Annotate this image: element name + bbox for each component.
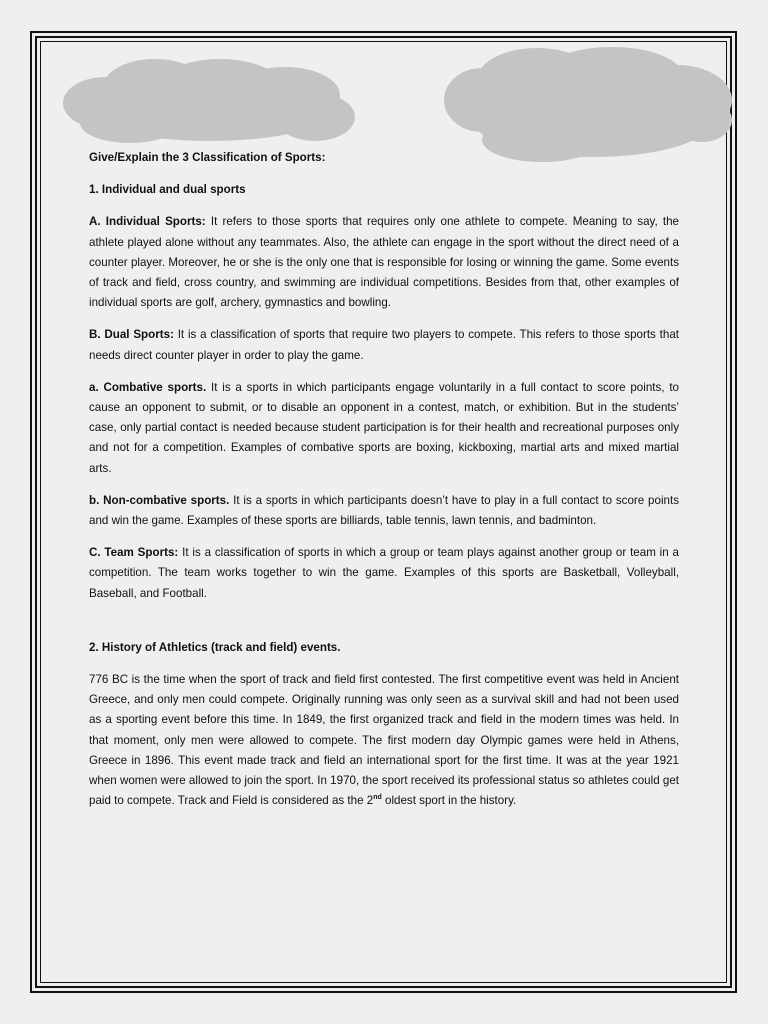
team-sports-text: It is a classification of sports in which a group or team plays against another group or team in a competition. The team works together to win the game. Examples of this sports are Basketball, Volleyball, Baseball, and Football. xyxy=(89,546,679,600)
section-1-title: 1. Individual and dual sports xyxy=(89,183,246,197)
individual-sports-text: It refers to those sports that requires only one athlete to compete. Meaning to say, the athlete played alone without any teammates. Also, the athlete can engage in the sport without the direct need of a counter player. Moreover, he or she is the only one that is responsible for losing or winning the game. Some events of track and field, cross country, and swimming are individual competitions. Besides from that, other examples of individual sports are golf, archery, gymnastics and bowling. xyxy=(89,215,679,310)
noncombative-sports-text: It is a sports in which participants doesn’t have to play in a full contact to score points and win the game. Examples of these sports are billiards, table tennis, lawn tennis, and badminton. xyxy=(89,493,679,528)
section-2-title: 2. History of Athletics (track and field) events. xyxy=(89,640,341,654)
history-paragraph xyxy=(89,670,679,811)
noncombative-sports-paragraph xyxy=(89,491,679,531)
document-heading: Give/Explain the 3 Classification of Sports: xyxy=(89,151,326,164)
cloud-left-decoration xyxy=(60,55,360,155)
dual-sports-label: B. Dual Sports: xyxy=(89,328,174,342)
individual-sports-paragraph xyxy=(89,212,679,313)
document-body xyxy=(89,148,679,823)
ordinal-superscript: nd xyxy=(373,794,382,802)
team-sports-label: C. Team Sports: xyxy=(89,546,179,560)
dual-sports-paragraph xyxy=(89,325,679,365)
combative-sports-label: a. Combative sports. xyxy=(89,380,207,394)
combative-sports-text: It is a sports in which participants engage voluntarily in a full contact to score points, to cause an opponent to submit, or to disable an opponent in a contest, match, or exhibition. But in the students’ case, only partial contact is needed because student participation is for their health and recreational purposes only and not for a competition. Examples of combative sports are boxing, kickboxing, martial arts and mixed martial arts. xyxy=(89,380,679,475)
dual-sports-text: It is a classification of sports that require two players to compete. This refers to those sports that needs direct counter player in order to play the game. xyxy=(89,328,679,362)
noncombative-sports-label: b. Non-combative sports. xyxy=(89,493,230,507)
team-sports-paragraph xyxy=(89,543,679,604)
history-ending: oldest sport in the history. xyxy=(381,794,517,808)
combative-sports-paragraph xyxy=(89,378,679,479)
individual-sports-label: A. Individual Sports: xyxy=(89,215,206,229)
history-text: 776 BC is the time when the sport of track and field first contested. The first competitive event was held in Ancient Greece, and only men could compete. Originally running was only seen as a survival skill and had not been used as a sporting event before this time. In 1849, the first organized track and field in the modern times was held. In that moment, only men were allowed to compete. The first modern day Olympic games were held in Athens, Greece in 1896. This event made track and field an international sport for the first time. It was at the year 1921 when women were allowed to join the sport. In 1970, the sport received its professional status so athletes could get paid to compete. Track and Field is considered as the 2 xyxy=(89,673,679,808)
